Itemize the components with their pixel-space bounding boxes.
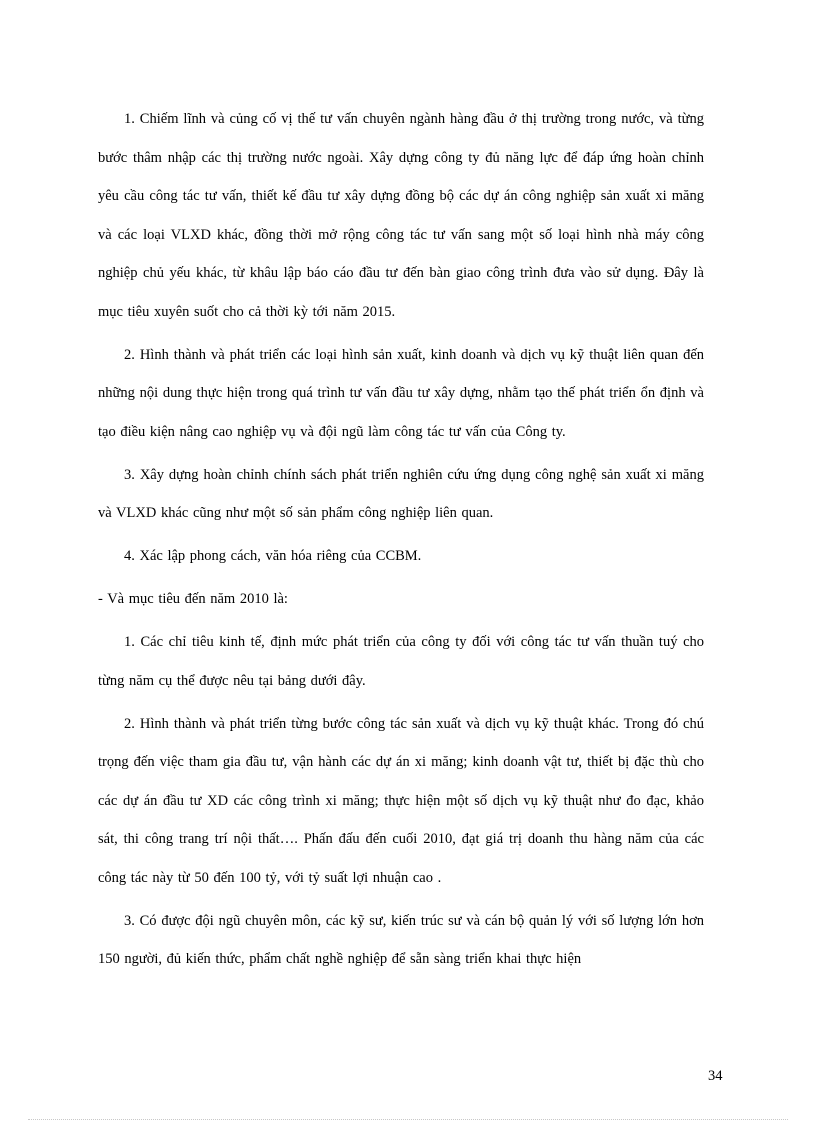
page-number: 34: [708, 1068, 723, 1084]
paragraph-goal-2015-1: 1. Chiếm lĩnh và củng cố vị thế tư vấn chuyên ngành hàng đầu ở thị trường trong nước, và từng bước thâm nhập các thị trường nước ngoài. Xây dựng công ty đủ năng lực để đáp ứng hoàn chỉnh yêu cầu công tác tư vấn, thiết kế đầu tư xây dựng đồng bộ các dự án công nghiệp sản xuất xi măng và các loại VLXD khác, đồng thời mở rộng công tác tư vấn sang một số loại hình nhà máy công nghiệp chủ yếu khác, từ khâu lập báo cáo đầu tư đến bàn giao công trình đưa vào sử dụng. Đây là mục tiêu xuyên suốt cho cả thời kỳ tới năm 2015.: [98, 111, 704, 320]
paragraph-goal-2015-3: 3. Xây dựng hoàn chỉnh chính sách phát triển nghiên cứu ứng dụng công nghệ sản xuất xi măng và VLXD khác cũng như một số sản phẩm công nghiệp liên quan.: [98, 466, 704, 521]
body-text: [98, 100, 704, 983]
paragraph-goal-2015-4: 4. Xác lập phong cách, văn hóa riêng của CCBM.: [124, 548, 422, 564]
paragraph-goal-2010-2: 2. Hình thành và phát triển từng bước công tác sản xuất và dịch vụ kỹ thuật khác. Trong đó chú trọng đến việc tham gia đầu tư, vận hành các dự án xi măng; kinh doanh vật tư, thiết bị đặc thù cho các dự án đầu tư XD các công trình xi măng; thực hiện một số dịch vụ kỹ thuật như đo đạc, khảo sát, thi công trang trí nội thất…. Phấn đấu đến cuối 2010, đạt giá trị doanh thu hàng năm của các công tác này từ 50 đến 100 tỷ, với tỷ suất lợi nhuận cao .: [98, 715, 704, 886]
paragraph-goal-2010-1: 1. Các chỉ tiêu kinh tế, định mức phát triển của công ty đối với công tác tư vấn thuần tuý cho từng năm cụ thể được nêu tại bảng dưới đây.: [98, 634, 704, 689]
paragraph-goal-2015-2: 2. Hình thành và phát triển các loại hình sản xuất, kinh doanh và dịch vụ kỹ thuật liên quan đến những nội dung thực hiện trong quá trình tư vấn đầu tư xây dựng, nhằm tạo thế phát triển ổn định và tạo điều kiện nâng cao nghiệp vụ và đội ngũ làm công tác tư vấn của Công ty.: [98, 346, 704, 440]
page-bottom-divider: [28, 1119, 788, 1120]
paragraph-goal-2010-3: 3. Có được đội ngũ chuyên môn, các kỹ sư, kiến trúc sư và cán bộ quản lý với số lượng lớn hơn 150 người, đủ kiến thức, phẩm chất nghề nghiệp để sẵn sàng triển khai thực hiện: [98, 912, 704, 967]
section-intro-2010: - Và mục tiêu đến năm 2010 là:: [98, 591, 288, 607]
